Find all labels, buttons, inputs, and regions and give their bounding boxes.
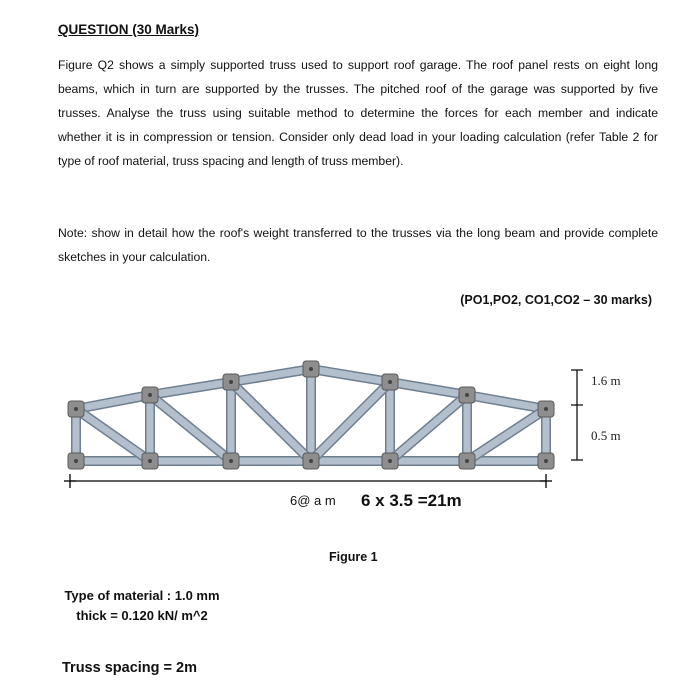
truss-spacing: Truss spacing = 2m [62, 660, 197, 676]
joint-bolt-top-b [148, 393, 152, 397]
figure-caption: Figure 1 [329, 550, 378, 564]
joint-bolt-bottom-c [229, 459, 233, 463]
truss-diagonal-4 [311, 382, 390, 461]
height-bottom-label: 0.5 m [591, 428, 621, 443]
joint-bolt-top-c [229, 380, 233, 384]
question-paragraph: Figure Q2 shows a simply supported truss used to support roof garage. The roof panel rests on eight long beams, which in turn are supported by the trusses. The pitched roof of the garage was supported by five trusses. Analyse the truss using suitable method to determine the forces for each member and indicate whether it is in compression or tension. Consider only dead load in your loading calculation (refer Table 2 for type of roof material, truss spacing and length of truss member). [58, 58, 658, 168]
height-dimension-line [571, 370, 583, 460]
truss-figure [0, 340, 699, 550]
joint-bolt-bottom-b [148, 459, 152, 463]
question-heading: QUESTION (30 Marks) [58, 22, 200, 37]
material-spec: Type of material : 1.0 mm thick = 0.120 kN/ m^2 [64, 588, 220, 623]
truss-diagonal-5 [390, 395, 467, 461]
span-dimension-line [64, 474, 552, 488]
joint-bolt-top-e [388, 380, 392, 384]
joint-bolt-top-d [309, 367, 313, 371]
height-top-label: 1.6 m [591, 373, 621, 388]
joint-bolt-top-f [465, 393, 469, 397]
note-paragraph: Note: show in detail how the roof's weight transferred to the trusses via the long beam and provide complete sketches in your calculation. [58, 226, 658, 264]
truss-diagonal-2 [150, 395, 231, 461]
span-label-small: 6@ a m [290, 493, 336, 508]
marks-allocation: (PO1,PO2, CO1,CO2 – 30 marks) [460, 293, 652, 307]
joint-bolt-bottom-a [74, 459, 78, 463]
truss-diagonal-6 [467, 409, 546, 461]
truss-diagonal-1 [76, 409, 150, 461]
joint-bolt-bottom-f [465, 459, 469, 463]
joint-bolt-top-g [544, 407, 548, 411]
joint-bolt-bottom-e [388, 459, 392, 463]
joint-bolt-top-a [74, 407, 78, 411]
joint-bolt-bottom-d [309, 459, 313, 463]
truss-diagonal-3 [231, 382, 311, 461]
span-label-big: 6 x 3.5 =21m [361, 491, 462, 510]
truss-members [76, 369, 546, 461]
joint-bolt-bottom-g [544, 459, 548, 463]
